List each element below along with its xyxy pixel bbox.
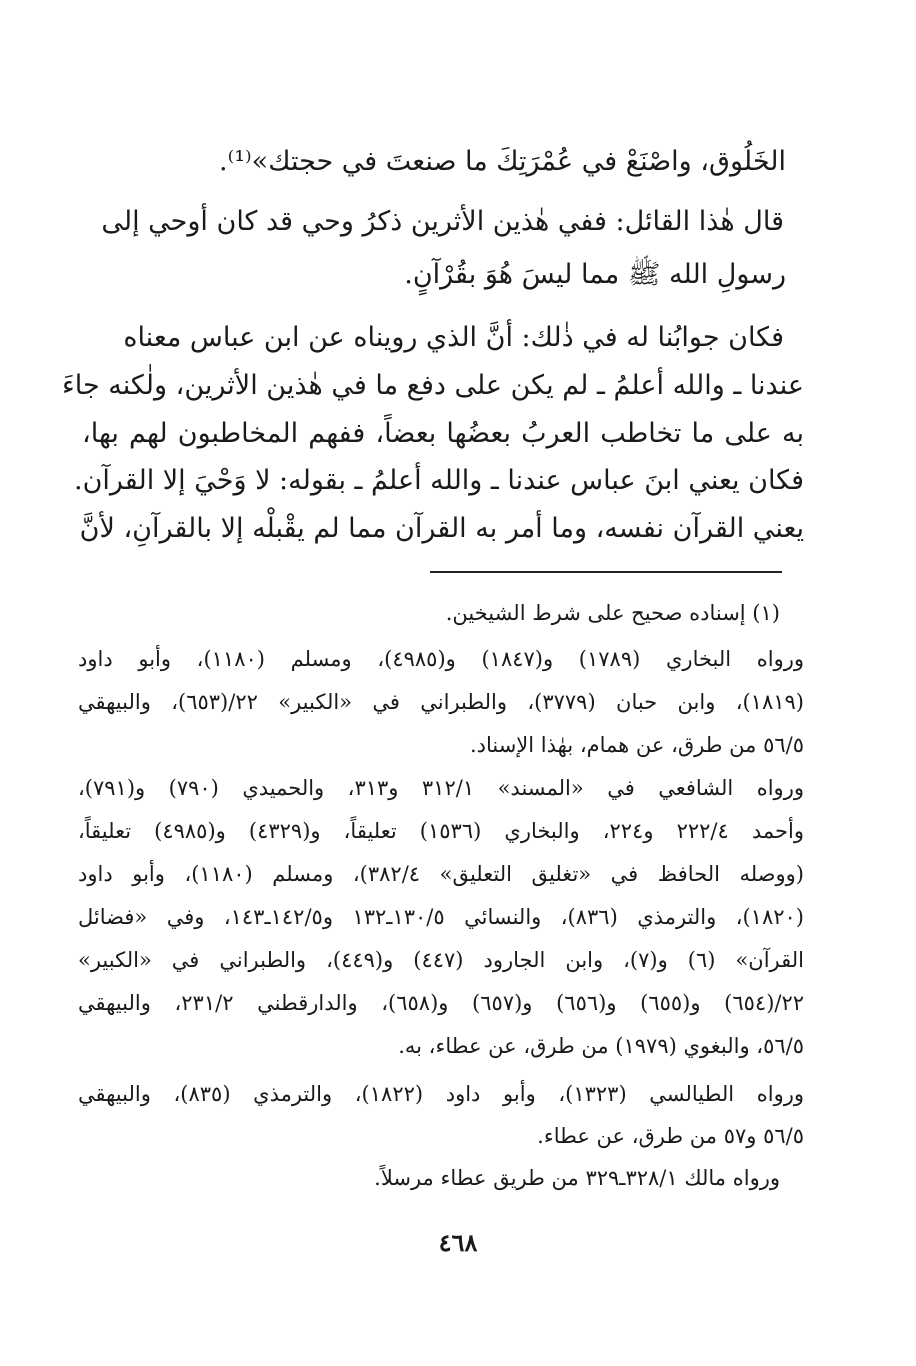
footnote-line-1: (١) إسناده صحيح على شرط الشيخين.	[445, 601, 780, 625]
main-line-3: رسولِ الله ﷺ مما ليسَ هُوَ بقُرْآنٍ.	[404, 259, 786, 290]
footnote-line-3: (١٨١٩)، وابن حبان (٣٧٧٩)، والطبراني في «الكبير» ٢٢/(٦٥٣)، والبيهقي	[78, 690, 804, 714]
footnote-line-2: ورواه البخاري (١٧٨٩) و(١٨٤٧) و(٤٩٨٥)، ومسلم (١١٨٠)، وأبو داود	[78, 647, 805, 671]
main-line-5: عندنا ـ والله أعلمُ ـ لم يكن على دفع ما في هٰذين الأثرين، ولٰكنه جاءَ	[62, 370, 804, 401]
footnote-line-12: ورواه الطيالسي (١٣٢٣)، وأبو داود (١٨٢٢)، والترمذي (٨٣٥)، والبيهقي	[78, 1082, 804, 1106]
footnote-line-8: (١٨٢٠)، والترمذي (٨٣٦)، والنسائي ١٣٠/٥ـ١٣٢ و١٤٢/٥ـ١٤٣، وفي «فضائل	[78, 905, 804, 929]
footnote-line-6: وأحمد ٢٢٢/٤ و٢٢٤، والبخاري (١٥٣٦) تعليقاً، و(٤٣٢٩) و(٤٩٨٥) تعليقاً،	[78, 819, 804, 843]
footnote-line-10: ٢٢/(٦٥٤) و(٦٥٥) و(٦٥٦) و(٦٥٧) و(٦٥٨)، والدارقطني ٢٣١/٢، والبيهقي	[78, 991, 805, 1015]
footnote-line-13: ٥٦/٥ و٥٧ من طرق، عن عطاء.	[537, 1124, 804, 1148]
footnote-separator	[430, 571, 782, 573]
footnote-line-14: ورواه مالك ٣٢٨/١ـ٣٢٩ من طريق عطاء مرسلاً.	[374, 1166, 780, 1190]
footnote-line-7: (ووصله الحافظ في «تغليق التعليق» ٣٨٢/٤)، ومسلم (١١٨٠)، وأبو داود	[78, 862, 804, 886]
footnote-line-11: ٥٦/٥، والبغوي (١٩٧٩) من طرق، عن عطاء، به.	[398, 1034, 804, 1058]
page-number: ٤٦٨	[438, 1228, 478, 1257]
main-line-7: فكان يعني ابنَ عباس عندنا ـ والله أعلمُ ـ بقوله: لا وَحْيَ إلا القرآن.	[74, 465, 804, 496]
main-line-6: به على ما تخاطب العربُ بعضُها بعضاً، ففهم المخاطبون لهم بها،	[82, 418, 804, 449]
footnote-line-9: القرآن» (٦) و(٧)، وابن الجارود (٤٤٧) و(٤٤٩)، والطبراني في «الكبير»	[78, 948, 805, 972]
main-line-2: قال هٰذا القائل: ففي هٰذين الأثرين ذكرُ وحي قد كان أوحي إلى	[101, 206, 784, 237]
main-line-8: يعني القرآن نفسه، وما أمر به القرآن مما لم يقْبلْه إلا بالقرآنِ، لأنَّ	[79, 513, 804, 544]
footnote-line-4: ٥٦/٥ من طرق، عن همام، بهٰذا الإسناد.	[469, 733, 804, 757]
main-line-1: الخَلُوق، واصْنَعْ في عُمْرَتِكَ ما صنعتَ في حجتك»⁽¹⁾.	[219, 146, 786, 177]
main-line-4: فكان جوابُنا له في ذٰلك: أنَّ الذي رويناه عن ابن عباس معناه	[123, 322, 784, 353]
footnote-line-5: ورواه الشافعي في «المسند» ٣١٢/١ و٣١٣، والحميدي (٧٩٠) و(٧٩١)،	[78, 776, 804, 800]
